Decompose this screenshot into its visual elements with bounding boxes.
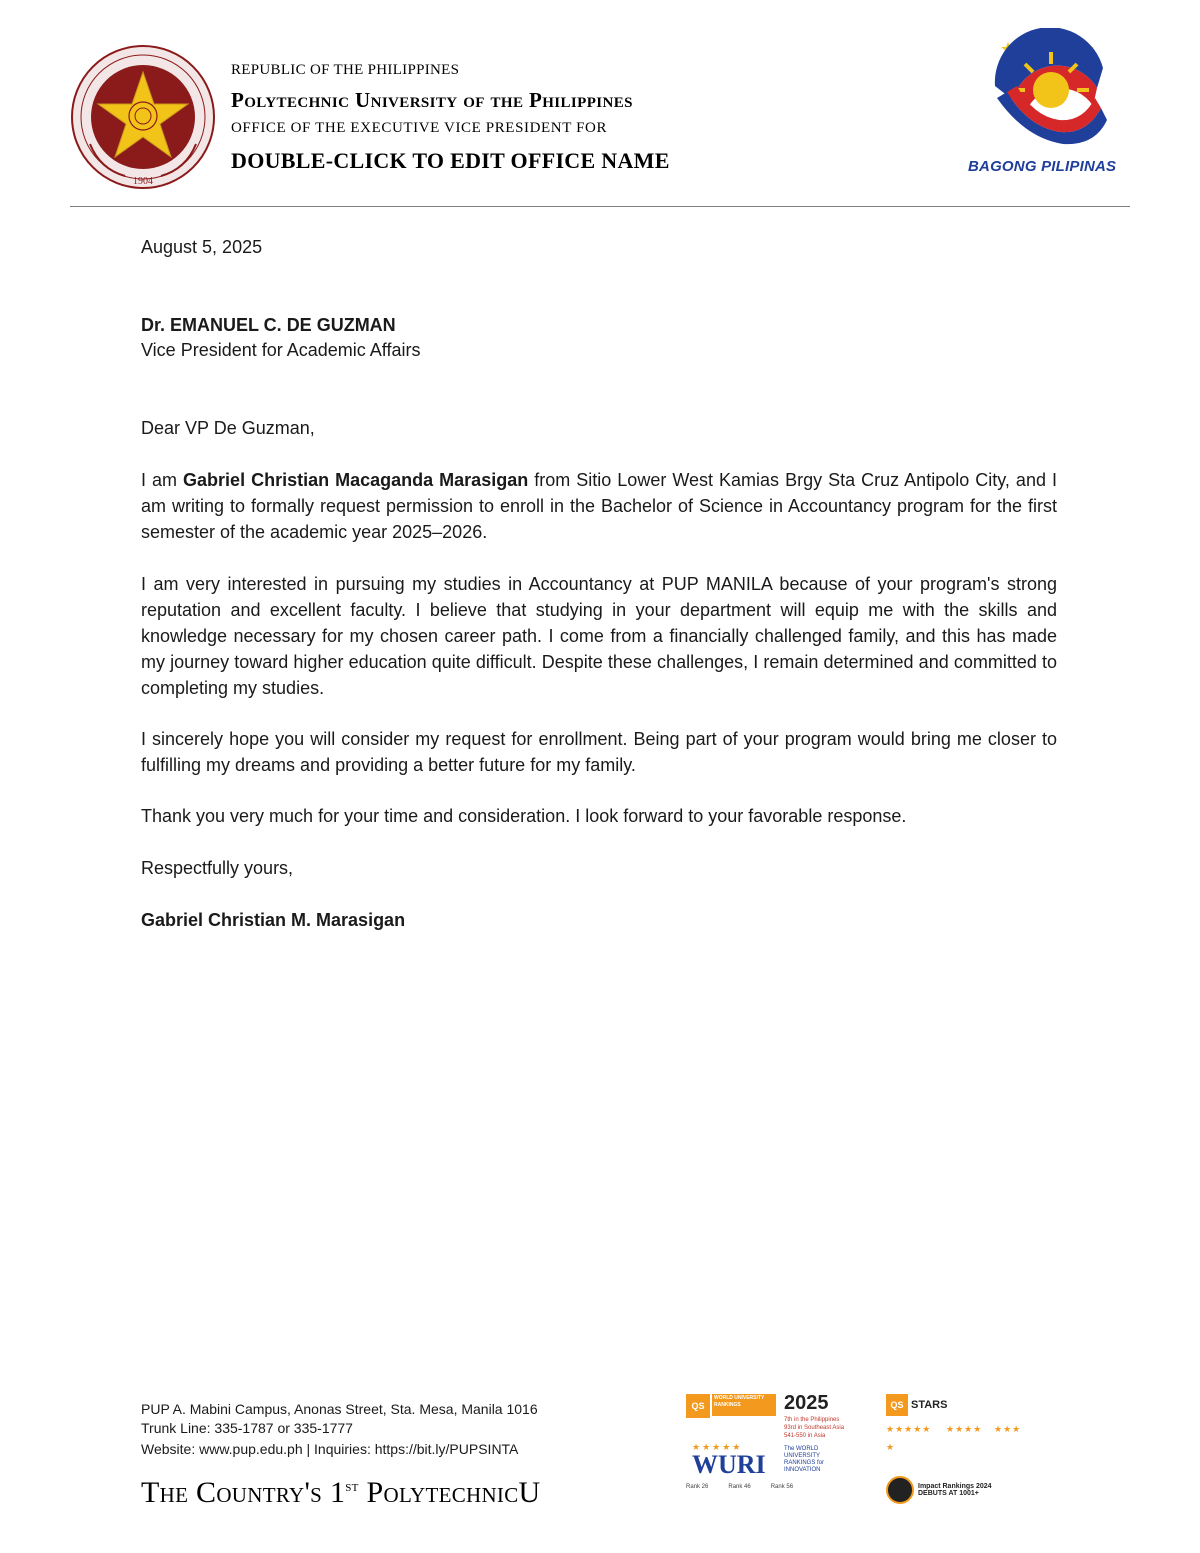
closing: Respectfully yours, (141, 858, 294, 878)
stars-icon: ★★★ (994, 1424, 1022, 1434)
bagong-pilipinas-text: BAGONG PILIPINAS (968, 158, 1117, 175)
republic-line: REPUBLIC OF THE PHILIPPINES (231, 62, 460, 78)
paragraph-motivation: I am very interested in pursuing my studies in Accountancy at PUP MANILA because of your program's strong reputation and excellent faculty. I believe that studying in your department will equip me with the skills and knowledge necessary for my chosen career path. I come from a financially challenged family, and this has made my journey toward higher education quite difficult. Despite these challenges, I remain determined and committed to completing my studies. (141, 574, 1057, 698)
stars-label: STARS (911, 1399, 948, 1411)
impact-debut: DEBUTS AT 1001+ (918, 1490, 979, 1497)
paragraph-intro (141, 467, 1057, 545)
qs-logo: QS (686, 1394, 710, 1418)
recipient-title: Vice President for Academic Affairs (141, 340, 421, 360)
paragraph-thanks: Thank you very much for your time and consideration. I look forward to your favorable response. (141, 806, 907, 826)
rank-item: Rank 56 (770, 1484, 794, 1490)
footer-tagline (141, 1476, 541, 1510)
recipient-name: Dr. EMANUEL C. DE GUZMAN (141, 315, 396, 335)
ranking-year: 2025 (784, 1392, 829, 1414)
salutation: Dear VP De Guzman, (141, 418, 315, 438)
wuri-stars: ★★★★★ (692, 1442, 743, 1452)
paragraph-request: I sincerely hope you will consider my request for enrollment. Being part of your program would bring me closer to fulfilling my dreams and providing a better future for my family. (141, 729, 1057, 775)
stars-icon: ★★★★★ (886, 1424, 932, 1434)
tagline-pre: The Country's 1 (141, 1476, 346, 1509)
office-line: OFFICE OF THE EXECUTIVE VICE PRESIDENT FOR (231, 120, 608, 136)
seal-year: 1904 (133, 176, 153, 187)
wuri-logo: WURI (692, 1450, 766, 1479)
qs-wur-badge (686, 1394, 778, 1420)
office-name-field[interactable]: DOUBLE-CLICK TO EDIT OFFICE NAME (231, 148, 670, 173)
header-divider (70, 206, 1130, 207)
ranking-asia: 541-550 in Asia (784, 1433, 826, 1439)
stars-grid (886, 1424, 1066, 1464)
the-impact-badge (886, 1476, 992, 1504)
intro-prefix: I am (141, 470, 184, 490)
stars-icon: ★ (886, 1442, 896, 1452)
tagline-post: PolytechnicU (358, 1476, 541, 1509)
signer-name: Gabriel Christian M. Marasigan (141, 910, 406, 930)
qs-stars-badge (886, 1394, 947, 1416)
university-name: Polytechnic University of the Philippines (231, 88, 633, 112)
ranking-sea: 93rd in Southeast Asia (784, 1425, 845, 1431)
letter-date: August 5, 2025 (141, 237, 263, 257)
footer-trunk-line: Trunk Line: 335-1787 or 335-1777 (141, 1420, 353, 1436)
qs-stars-logo: QS (886, 1394, 908, 1416)
the-logo-icon (886, 1476, 914, 1504)
footer-website: Website: www.pup.edu.ph | Inquiries: https://bit.ly/PUPSINTA (141, 1441, 519, 1457)
wuri-desc: The WORLD UNIVERSITY RANKINGS for INNOVATION (784, 1446, 825, 1473)
tagline-sup: st (345, 1478, 359, 1495)
bagong-pilipinas-logo (985, 28, 1113, 154)
pup-seal-logo (70, 44, 216, 190)
wur-label: WORLD UNIVERSITY RANKINGS (712, 1394, 776, 1416)
stars-icon: ★★★★ (946, 1424, 983, 1434)
wuri-ranks (686, 1484, 793, 1491)
rank-item: Rank 26 (686, 1484, 709, 1490)
rank-item: Rank 46 (728, 1484, 751, 1490)
impact-rankings: Impact Rankings 2024 (918, 1483, 992, 1490)
applicant-name: Gabriel Christian Macaganda Marasigan (183, 470, 529, 490)
footer-address: PUP A. Mabini Campus, Anonas Street, Sta. Mesa, Manila 1016 (141, 1401, 538, 1417)
ranking-ph: 7th in the Philippines (784, 1417, 840, 1423)
intro-rest: from Sitio Lower West Kamias Brgy Sta Cruz Antipolo City, and I am writing to formally request permission to enroll in the Bachelor of Science in Accountancy program for the first semester of the academic year 2025–2026. (141, 470, 1057, 542)
